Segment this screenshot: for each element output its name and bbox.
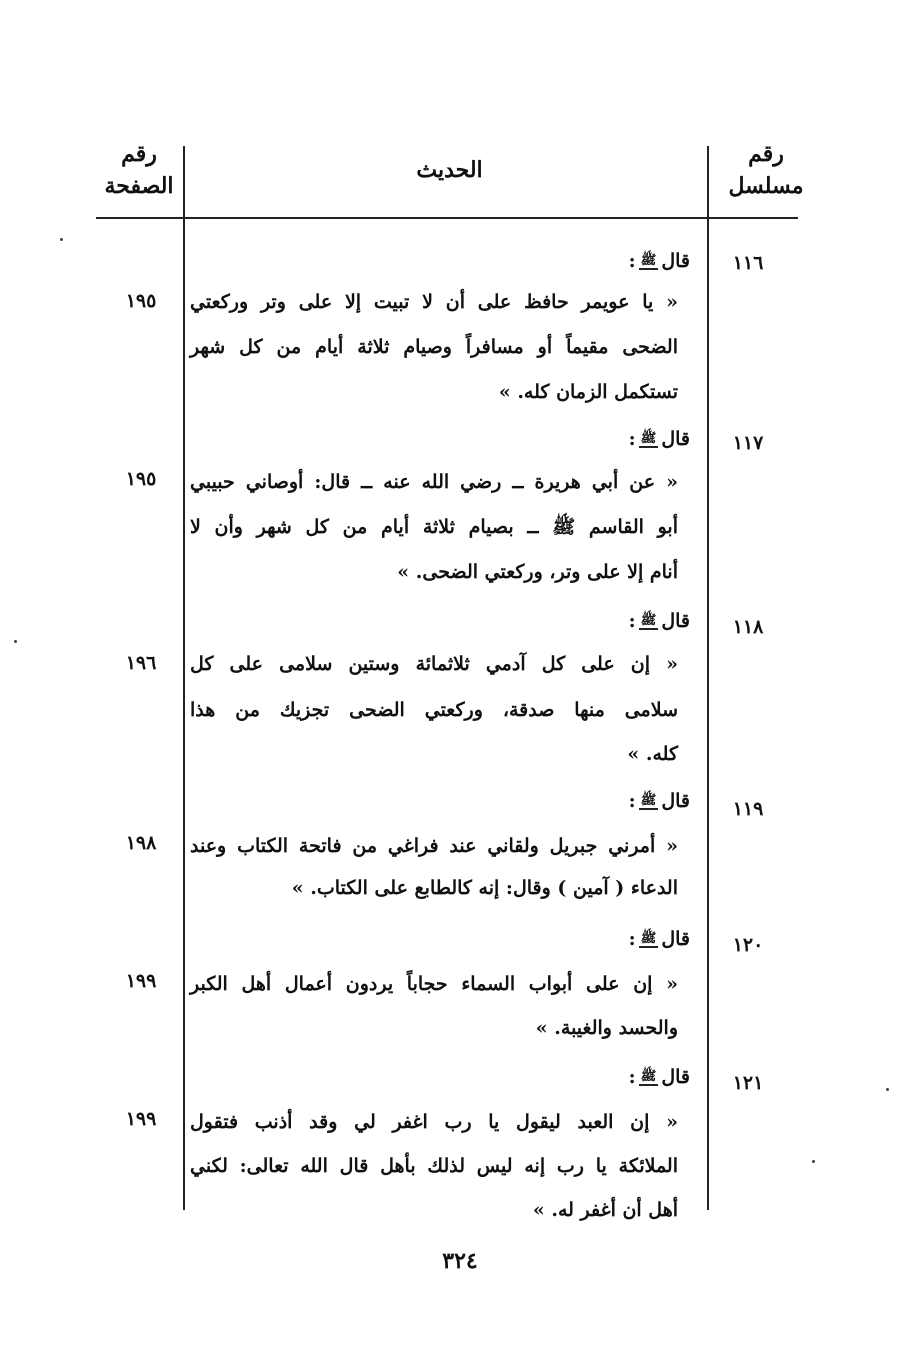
entry-intro: قالﷺ: (628, 250, 690, 272)
serial-column-header: رقم مسلسل (728, 141, 804, 199)
serial-number: ١١٩ (732, 798, 764, 820)
serial-number: ١٢١ (732, 1072, 764, 1094)
hadith-line: سلامى منها صدقة، وركعتي الضحى تجزيك من هذا (190, 699, 678, 721)
salawat-glyph: ﷺ (640, 931, 657, 946)
page-number: ١٩٨ (125, 832, 157, 854)
hadith-column-header: الحديث (416, 157, 483, 183)
hadith-line: « إن على كل آدمي ثلاثمائة وستين سلامى على كل (190, 653, 678, 675)
hadith-line: الملائكة يا رب إنه ليس لذلك بأهل قال الله تعالى: لكني (190, 1155, 678, 1177)
intro-text: قال (661, 790, 690, 812)
serial-number: ١١٦ (732, 252, 764, 274)
column-divider-right (707, 146, 709, 1210)
serial-number: ١٢٠ (732, 934, 764, 956)
page-number: ١٩٦ (125, 652, 157, 674)
salawat-glyph: ﷺ (640, 431, 657, 446)
intro-text: قال (661, 928, 690, 950)
intro-text: قال (661, 1066, 690, 1088)
column-divider-left (183, 146, 185, 1210)
hadith-line: « عن أبي هريرة ــ رضي الله عنه ــ قال: أوصاني حبيبي (190, 471, 678, 493)
page-number: ١٩٩ (125, 1108, 157, 1130)
entry-intro: قالﷺ: (628, 790, 690, 812)
serial-number: ١١٨ (732, 616, 764, 638)
entry-intro: قالﷺ: (628, 928, 690, 950)
salawat-glyph: ﷺ (640, 793, 657, 808)
hadith-line: أنام إلا على وتر، وركعتي الضحى. » (397, 561, 678, 583)
salawat-glyph: ﷺ (640, 1069, 657, 1084)
hadith-line: الدعاء ( آمين ) وقال: إنه كالطابع على الكتاب. » (291, 877, 678, 899)
hadith-line: الضحى مقيماً أو مسافراً وصيام ثلاثة أيام من كل شهر (190, 336, 678, 358)
scan-speck (60, 238, 63, 241)
scan-speck (812, 1160, 815, 1163)
hadith-line: أبو القاسم ﷺ ــ بصيام ثلاثة أيام من كل شهر وأن لا (190, 516, 678, 538)
page-number: ١٩٩ (125, 970, 157, 992)
hadith-line: « أمرني جبريل ولقاني عند فراغي من فاتحة الكتاب وعند (190, 835, 678, 857)
entry-intro: قالﷺ: (628, 428, 690, 450)
page-column-header: رقم الصفحة (104, 141, 174, 199)
header-rule (96, 217, 798, 219)
hadith-line: تستكمل الزمان كله. » (498, 381, 678, 403)
serial-number: ١١٧ (732, 432, 764, 454)
scan-speck (14, 640, 17, 643)
intro-text: قال (661, 250, 690, 272)
salawat-glyph: ﷺ (640, 253, 657, 268)
page-number: ١٩٥ (125, 468, 157, 490)
hadith-line: كله. » (627, 743, 678, 765)
intro-text: قال (661, 610, 690, 632)
hadith-line: « يا عويمر حافظ على أن لا تبيت إلا على وتر وركعتي (190, 291, 678, 313)
hadith-line: أهل أن أغفر له. » (532, 1199, 678, 1221)
intro-text: قال (661, 428, 690, 450)
page-folio-number: ٣٢٤ (442, 1248, 478, 1274)
entry-intro: قالﷺ: (628, 1066, 690, 1088)
salawat-glyph: ﷺ (640, 613, 657, 628)
scan-speck (886, 1088, 889, 1091)
entry-intro: قالﷺ: (628, 610, 690, 632)
hadith-line: والحسد والغيبة. » (535, 1017, 678, 1039)
hadith-line: « إن على أبواب السماء حجاباً يردون أعمال أهل الكبر (190, 973, 678, 995)
page-number: ١٩٥ (125, 290, 157, 312)
hadith-line: « إن العبد ليقول يا رب اغفر لي وقد أذنب فتقول (190, 1111, 678, 1133)
